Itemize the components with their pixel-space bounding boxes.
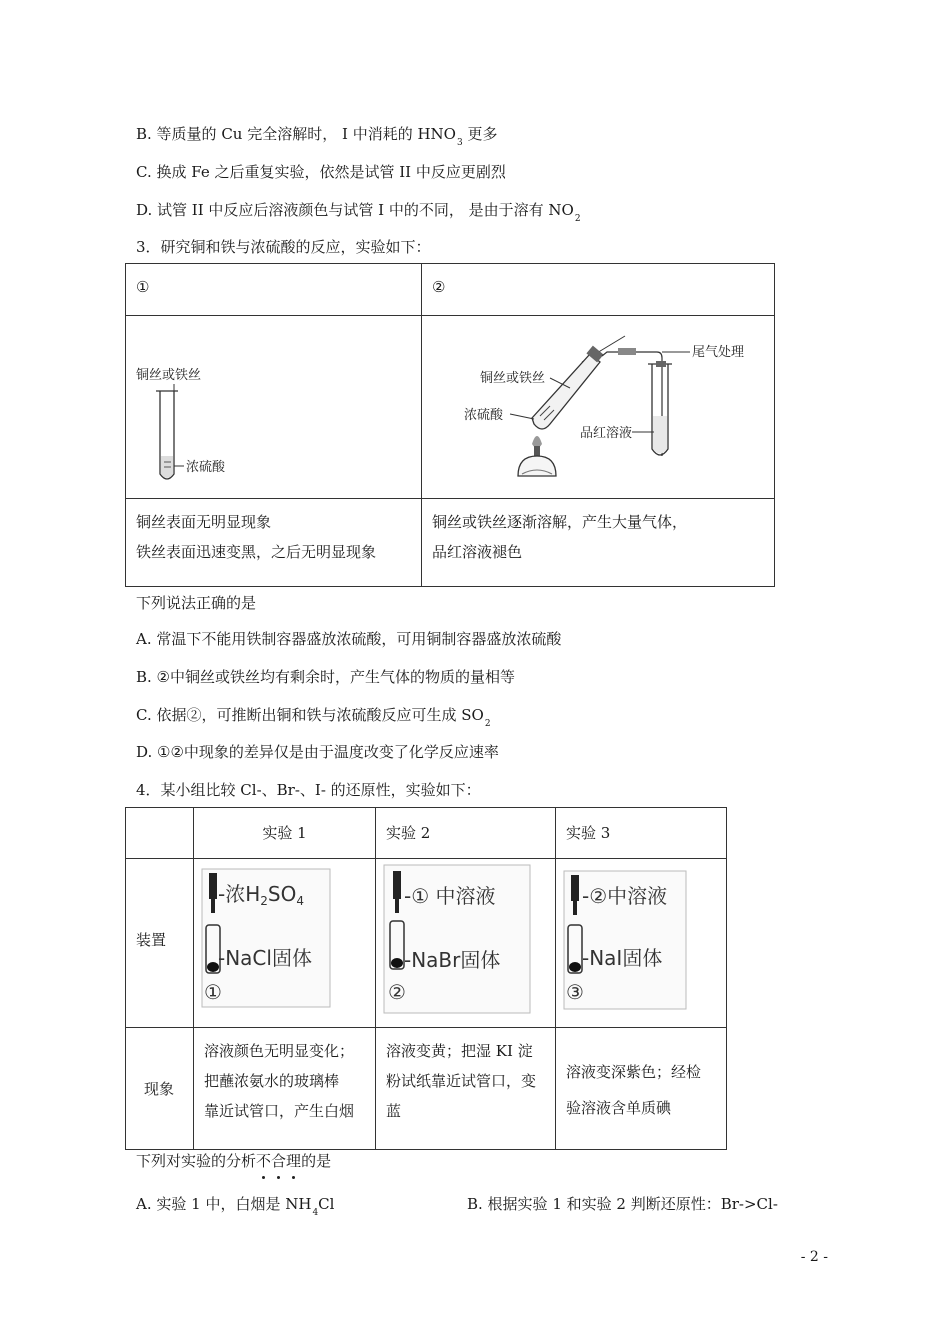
dropper-icon bbox=[209, 873, 217, 899]
svg-text:②: ② bbox=[388, 980, 406, 1004]
inclined-test-tube bbox=[532, 354, 600, 429]
q2-option-d: D. 试管 II 中反应后溶液颜色与试管 I 中的不同， 是由于溶有 $NO_2$ bbox=[136, 201, 581, 224]
fig2-wire-label: 铜丝或铁丝 bbox=[480, 371, 546, 386]
fig2-acid-label: 浓硫酸 bbox=[464, 408, 504, 423]
apparatus-1-figure bbox=[194, 859, 375, 1023]
q4-device-2 bbox=[376, 859, 556, 1028]
test-tube-figure bbox=[126, 316, 421, 494]
q4-prompt: 下列对实验的分析不 合 理 的是 bbox=[136, 1151, 331, 1171]
q4-table bbox=[125, 807, 727, 1150]
q3-prompt: 下列说法正确的是 bbox=[136, 594, 257, 612]
fig1-acid-label: 浓硫酸 bbox=[186, 460, 226, 475]
q3-col2-header: ② bbox=[422, 264, 775, 316]
q4-phenomenon-2: 溶液变黄；把湿 KI 淀 粉试纸靠近试管口，变 蓝 bbox=[376, 1028, 556, 1150]
q3-table bbox=[125, 263, 775, 587]
svg-text:-NaCl固体: -NaCl固体 bbox=[218, 946, 312, 970]
dropper-icon bbox=[571, 875, 579, 901]
apparatus-2-figure bbox=[376, 859, 555, 1023]
q3-option-d: D. ①②中现象的差异仅是由于温度改变了化学反应速率 bbox=[136, 743, 499, 761]
svg-text:-NaI固体: -NaI固体 bbox=[582, 946, 663, 970]
q4-option-b: B. 根据实验 1 和实验 2 判断还原性：Br->Cl- bbox=[467, 1195, 778, 1213]
svg-text:-NaBr固体: -NaBr固体 bbox=[404, 948, 501, 972]
q4-header-3: 实验 3 bbox=[556, 808, 727, 859]
q3-col1-header: ① bbox=[126, 264, 422, 316]
svg-text:①: ① bbox=[204, 980, 222, 1004]
svg-text:-浓H2SO4: -浓$H_2SO_4$ bbox=[218, 882, 304, 908]
q4-phenomenon-3: 溶液变深紫色；经检 验溶液含单质碘 bbox=[556, 1028, 727, 1150]
q3-option-a: A. 常温下不能用铁制容器盛放浓硫酸，可用铜制容器盛放浓硫酸 bbox=[136, 630, 562, 648]
fig1-wire-label: 铜丝或铁丝 bbox=[136, 368, 202, 383]
q4-row-label-device: 装置 bbox=[126, 859, 194, 1028]
q4-stem: 4．某小组比较 Cl-、Br-、I- 的还原性，实验如下： bbox=[136, 781, 481, 799]
svg-text:-②中溶液: -②中溶液 bbox=[582, 884, 668, 908]
q4-header-2: 实验 2 bbox=[376, 808, 556, 859]
dropper-icon bbox=[393, 871, 401, 899]
q3-option-c: C. 依据②，可推断出铜和铁与浓硫酸反应可生成 $SO_2$ bbox=[136, 706, 491, 729]
q2-option-c: C. 换成 Fe 之后重复实验，依然是试管 II 中反应更剧烈 bbox=[136, 163, 506, 181]
svg-text:-① 中溶液: -① 中溶液 bbox=[404, 884, 496, 908]
q3-observation-2: 铜丝或铁丝逐渐溶解，产生大量气体， 品红溶液褪色 bbox=[422, 499, 775, 587]
page-number: - 2 - bbox=[800, 1249, 828, 1265]
q4-phenomenon-1: 溶液颜色无明显变化； 把蘸浓氨水的玻璃棒 靠近试管口，产生白烟 bbox=[194, 1028, 376, 1150]
q2-option-b: B. 等质量的 Cu 完全溶解时， I 中消耗的 $HNO_3$ 更多 bbox=[136, 125, 498, 148]
fig2-tail-label: 尾气处理 bbox=[692, 345, 745, 360]
apparatus-3-figure bbox=[556, 859, 726, 1023]
q4-device-1 bbox=[194, 859, 376, 1028]
q4-header-1: 实验 1 bbox=[194, 808, 376, 859]
q4-device-3 bbox=[556, 859, 727, 1028]
fig2-solution-label: 品红溶液 bbox=[580, 426, 633, 441]
q3-stem: 3．研究铜和铁与浓硫酸的反应，实验如下： bbox=[136, 238, 431, 256]
q3-figure2-cell bbox=[422, 316, 775, 499]
q4-row-label-phenomenon: 现象 bbox=[126, 1028, 194, 1150]
heating-apparatus-figure bbox=[422, 316, 774, 494]
q4-option-a: A. 实验 1 中，白烟是 $NH_4Cl$ bbox=[136, 1195, 335, 1218]
q3-option-b: B. ②中铜丝或铁丝均有剩余时，产生气体的物质的量相等 bbox=[136, 668, 516, 686]
q3-observation-1: 铜丝表面无明显现象 铁丝表面迅速变黑，之后无明显现象 bbox=[126, 499, 422, 587]
q3-figure1-cell bbox=[126, 316, 422, 499]
svg-text:③: ③ bbox=[566, 980, 584, 1004]
